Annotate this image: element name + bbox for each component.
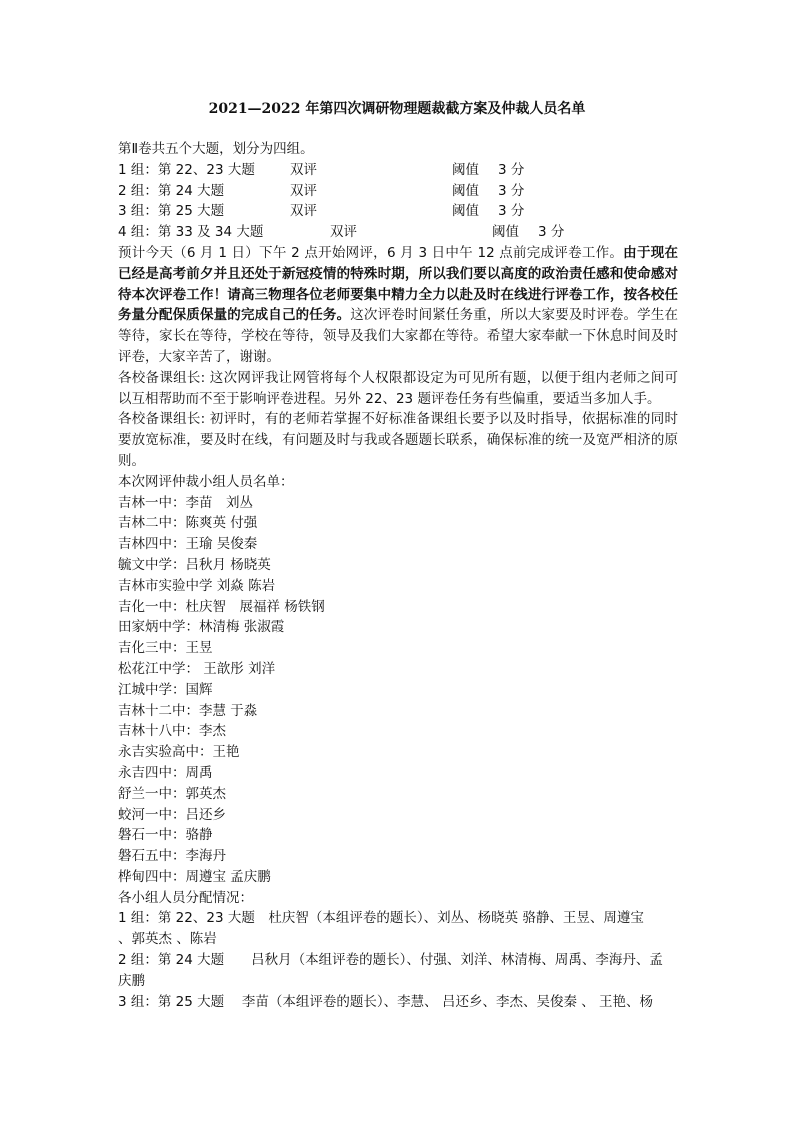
group-name: 2 组：第 24 大题 (118, 182, 225, 199)
list-item: 桦甸四中：周遵宝 孟庆鹏 (118, 868, 271, 885)
member-list (118, 493, 678, 888)
assignment-line: 3 组：第 25 大题 李苗（本组评卷的题长）、李慧、 吕还乡、李杰、吴俊秦 、 王艳、杨 (118, 993, 654, 1010)
list-item: 吉化三中：王昱 (118, 640, 213, 657)
list-item: 磐石一中：骆静 (118, 827, 213, 844)
list-item: 吉林市实验中学 刘焱 陈岩 (118, 577, 276, 594)
threshold-label: 阈值 (452, 203, 479, 220)
assignment-line: 2 组：第 24 大题 吕秋月（本组评卷的题长）、付强、刘洋、林清梅、周禹、李海丹、孟 (118, 952, 663, 969)
document-body (118, 139, 678, 1012)
schedule-paragraph (118, 243, 678, 368)
list-item: 舒兰一中：郭英杰 (118, 785, 226, 802)
note-paragraph-2: 各校备课组长: 初评时，有的老师若掌握不好标准备课组长要予以及时指导，依据标准的同时要放宽标准，要及时在线，有问题及时与我或各题题长联系，确保标准的统一及宽严相济的原则。 (118, 411, 678, 469)
assignment-line: 1 组：第 22、23 大题 杜庆智（本组评卷的题长）、刘丛、杨晓英 骆静、王昱、周遵宝 (118, 910, 644, 927)
group-mode: 双评 (290, 203, 317, 220)
list-item: 吉林二中：陈爽英 付强 (118, 515, 258, 532)
threshold-value: 3 分 (498, 203, 525, 220)
intro-text: 第Ⅱ卷共五个大题，划分为四组。 (118, 141, 314, 157)
schedule-text: 预计今天（6 月 1 日）下午 2 点开始网评，6 月 3 日中午 12 点前完成评卷工作。 (118, 244, 624, 261)
threshold-label: 阈值 (452, 182, 479, 199)
list-item: 蛟河一中：吕还乡 (118, 806, 226, 823)
assignment-list (118, 908, 678, 1012)
list-item: 吉林十八中：李杰 (118, 723, 226, 740)
list-item: 永吉四中：周禹 (118, 764, 213, 781)
list-item: 松花江中学： 王歆彤 刘洋 (118, 660, 276, 677)
list-item: 吉化一中：杜庆智 展福祥 杨铁钢 (118, 598, 325, 615)
list-item: 吉林四中：王瑜 吴俊秦 (118, 536, 258, 553)
list-item: 吉林一中：李苗 刘丛 (118, 494, 253, 511)
schedule-text-2: 这次评卷时间紧任务重，所以大家要及时评卷。学生在等待，家长在等待，学校在等待，领导及我们大家都在等待。希望大家奉献一下休息时间及时评卷，大家辛苦了，谢谢。 (118, 307, 679, 365)
threshold-label: 阈值 (492, 224, 519, 241)
list-title: 本次网评仲裁小组人员名单： (118, 473, 294, 490)
list-item: 磐石五中：李海丹 (118, 848, 226, 865)
group-name: 3 组：第 25 大题 (118, 203, 225, 220)
list-item: 田家炳中学：林清梅 张淑霞 (118, 619, 285, 636)
list-item: 毓文中学：吕秋月 杨晓英 (118, 556, 271, 573)
threshold-value: 3 分 (498, 161, 525, 178)
group-row (118, 222, 678, 243)
group-mode: 双评 (290, 161, 317, 178)
assign-title: 各小组人员分配情况： (118, 889, 253, 906)
schedule-emphasis: 由于现在已经是高考前夕并且还处于新冠疫情的特殊时期，所以我们要以高度的政治责任感和使命感对待本次评卷工作！请高三物理各位老师要集中精力全力以赴及时在线进行评卷工作，按各校任务量分配保质保量的完成自己的任务。 (118, 244, 678, 324)
group-name: 1 组：第 22、23 大题 (118, 161, 255, 178)
document-title: 2021—2022 年第四次调研物理题裁截方案及仲裁人员名单 (208, 101, 586, 117)
note-paragraph-1: 各校备课组长: 这次网评我让网管将每个人权限都设定为可见所有题，以便于组内老师之间可以互相帮助而不至于影响评卷进程。另外 22、23 题评卷任务有些偏重，要适当多加人手。 (118, 369, 678, 407)
list-item: 江城中学：国辉 (118, 681, 213, 698)
group-mode: 双评 (290, 182, 317, 199)
group-mode: 双评 (330, 224, 357, 241)
threshold-value: 3 分 (538, 224, 565, 241)
group-row (118, 201, 678, 222)
group-row (118, 160, 678, 181)
threshold-value: 3 分 (498, 182, 525, 199)
threshold-label: 阈值 (452, 161, 479, 178)
assignment-line: 、郭英杰 、陈岩 (118, 931, 217, 948)
group-row (118, 181, 678, 202)
assignment-line: 庆鹏 (118, 972, 145, 989)
list-item: 永吉实验高中：王艳 (118, 744, 240, 761)
group-name: 4 组：第 33 及 34 大题 (118, 224, 264, 241)
list-item: 吉林十二中：李慧 于淼 (118, 702, 258, 719)
